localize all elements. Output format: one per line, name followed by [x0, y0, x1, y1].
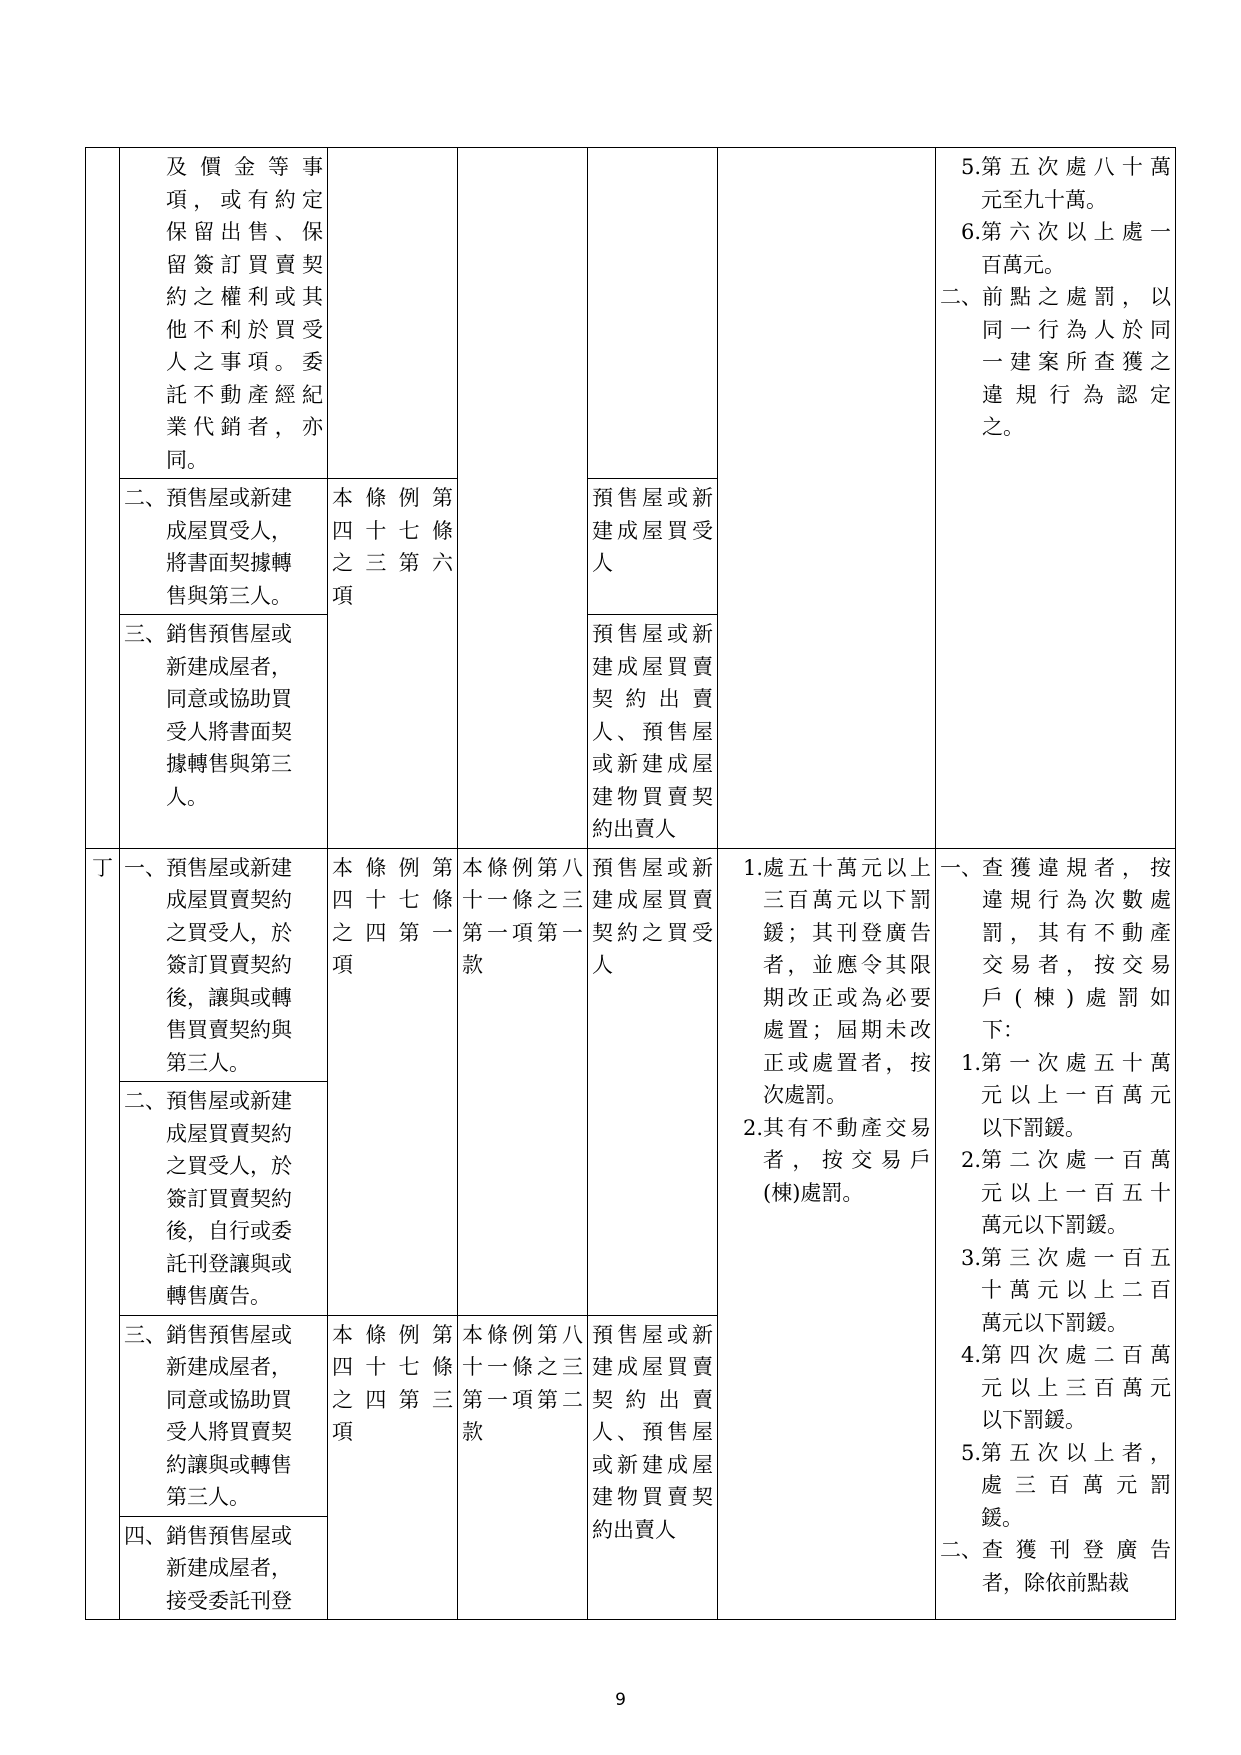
penalty-amount-cell [718, 848, 936, 1620]
text-line: 一建案所查獲之 [982, 350, 1171, 374]
penalty-law-cell [458, 848, 588, 1315]
text-line: 第三次處一百五 [981, 1245, 1171, 1270]
penalty-subject-cell [588, 148, 718, 479]
text-line: 第一項第二 [462, 1387, 583, 1412]
text-line: 項，或有約定 [166, 187, 323, 212]
list-item [940, 1242, 1171, 1340]
text-line: 以下罰鍰。 [981, 1408, 1087, 1432]
list-item [940, 1437, 1171, 1535]
item-text [981, 216, 1171, 281]
text-line: 四十七條 [332, 1355, 453, 1379]
table-row [86, 848, 1176, 1082]
text-line: 預售屋或新 [592, 486, 713, 510]
text-line: 成屋買賣契約 [166, 1121, 292, 1146]
text-line: 成屋買受人， [166, 518, 292, 543]
text-line: 第二次處一百萬 [981, 1148, 1171, 1172]
text-line: 款 [462, 953, 483, 977]
text-line: 據轉售與第三 [166, 752, 292, 776]
text-line: 本條例第八 [462, 855, 583, 880]
item-text [763, 852, 931, 1112]
text-line: 人、預售屋 [592, 1420, 713, 1444]
text-line: 鍰。 [981, 1505, 1024, 1530]
item-text [981, 1144, 1171, 1242]
text-line: 鍰；其刊登廣告 [763, 920, 931, 945]
violation-basis-text [332, 1319, 453, 1449]
violation-item-text [124, 151, 323, 476]
item-text [982, 281, 1171, 444]
penalty-law-text [462, 1319, 583, 1449]
text-line: 處三百萬元罰 [981, 1473, 1171, 1497]
text-line: 下： [982, 1018, 1024, 1042]
item-number: 3. [961, 1245, 982, 1270]
text-line: 本條例第 [332, 486, 453, 510]
section-label: 丁 [92, 855, 113, 880]
text-line: 後，讓與或轉 [166, 985, 292, 1010]
text-line: 第一項第一 [462, 920, 583, 945]
list-item [940, 216, 1171, 281]
penalty-subject-text [592, 852, 713, 982]
text-line: 罰，其有不動產 [982, 920, 1171, 945]
violation-item-cell [120, 479, 328, 615]
text-line: 第六次以上處一 [981, 220, 1171, 244]
text-line: 第一次處五十萬 [981, 1050, 1171, 1075]
violation-basis-cell [328, 1315, 458, 1620]
text-line: 同。 [166, 447, 208, 472]
text-line: 人。 [166, 784, 208, 809]
penalty-subject-text [592, 1319, 713, 1547]
item-number: 二、 [940, 1538, 982, 1562]
list-item [722, 852, 931, 1112]
violation-basis-cell [328, 148, 458, 479]
penalty-law-text [462, 852, 583, 982]
text-line: 新建成屋者， [166, 1355, 292, 1379]
penalty-standard-cell [936, 848, 1176, 1620]
text-line: 者，並應令其限 [763, 953, 931, 977]
text-line: 預售屋或新 [592, 855, 713, 880]
text-line: 元以上一百五十 [981, 1180, 1171, 1205]
table-row [86, 148, 1176, 479]
text-line: 契約出賣 [592, 1387, 713, 1412]
text-line: 建物買賣契 [592, 1485, 713, 1509]
page-number: 9 [615, 1690, 626, 1710]
violation-item-cell [120, 1315, 328, 1516]
text-line: 建成屋買賣 [592, 654, 713, 679]
penalty-subject-cell [588, 615, 718, 849]
text-line: 託不動產經紀 [166, 382, 323, 407]
text-line: 人 [592, 551, 613, 575]
text-line: 保留出售、保 [166, 220, 323, 244]
text-line: 前點之處罰，以 [982, 285, 1171, 309]
item-number: 二、 [124, 486, 166, 510]
item-number: 三、 [124, 1322, 166, 1347]
item-number: 二、 [124, 1089, 166, 1113]
text-line: 項 [332, 953, 353, 977]
text-line: 預售屋或新建 [166, 486, 292, 510]
text-line: 售買賣契約與 [166, 1018, 292, 1042]
list-item [940, 1144, 1171, 1242]
text-line: 後，自行或委 [166, 1219, 292, 1243]
text-line: 人之事項。委 [166, 350, 323, 374]
text-line: 第三人。 [166, 1050, 250, 1075]
text-line: 元以上三百萬元 [981, 1375, 1171, 1400]
item-text [981, 1437, 1171, 1535]
text-line: 銷售預售屋或 [166, 1322, 292, 1347]
violation-item-cell [120, 615, 328, 849]
item-text [981, 151, 1171, 216]
text-line: 成屋買賣契約 [166, 888, 292, 912]
regulation-table [85, 147, 1176, 1620]
item-text [981, 1242, 1171, 1340]
text-line: 以下罰鍰。 [981, 1115, 1087, 1140]
violation-item-cell [120, 1082, 328, 1316]
item-text [763, 1112, 931, 1210]
section-cell [86, 148, 120, 849]
item-number: 5. [961, 1440, 982, 1465]
text-line: 託刊登讓與或 [166, 1251, 292, 1276]
text-line: 期改正或為必要 [763, 985, 931, 1010]
text-line: 其有不動產交易 [763, 1115, 931, 1140]
penalty-subject-cell [588, 848, 718, 1315]
text-line: 項 [332, 1420, 353, 1444]
text-line: 或新建成屋 [592, 752, 713, 776]
violation-item-text [166, 1319, 292, 1514]
text-line: 違規行為次數處 [982, 888, 1171, 912]
text-line: 留簽訂買賣契 [166, 252, 323, 277]
text-line: 十一條之三 [462, 1355, 583, 1379]
violation-item-cell [120, 1516, 328, 1620]
text-line: 之。 [982, 415, 1024, 439]
item-number: 2. [961, 1148, 982, 1172]
text-line: 者，除依前點裁 [982, 1570, 1129, 1595]
text-line: 元至九十萬。 [981, 187, 1108, 212]
item-text [982, 1534, 1171, 1599]
penalty-subject-text [592, 618, 713, 846]
violation-item-text [166, 852, 292, 1080]
violation-item-text [166, 1085, 292, 1313]
text-line: 查獲刊登廣告 [982, 1538, 1171, 1562]
text-line: 項 [332, 583, 353, 608]
list-item [940, 1339, 1171, 1437]
item-number: 4. [961, 1343, 982, 1367]
text-line: 預售屋或新建 [166, 855, 292, 880]
penalty-law-cell [458, 148, 588, 849]
violation-basis-cell [328, 848, 458, 1315]
violation-item-text [166, 482, 292, 612]
text-line: 萬元以下罰鍰。 [981, 1310, 1129, 1335]
violation-basis-text [332, 482, 453, 612]
text-line: 處五十萬元以上 [763, 855, 931, 880]
penalty-law-cell [458, 1315, 588, 1620]
text-line: 或新建成屋 [592, 1452, 713, 1477]
text-line: 預售屋或新 [592, 1322, 713, 1347]
text-line: 約出賣人 [592, 1517, 676, 1542]
section-cell [86, 848, 120, 1620]
violation-item-text [166, 618, 292, 813]
text-line: 之四第一 [332, 920, 453, 945]
penalty-standard-list [940, 852, 1171, 1600]
text-line: 契約出賣 [592, 687, 713, 711]
text-line: 元以上一百萬元 [981, 1083, 1171, 1107]
penalty-amount-cell [718, 148, 936, 849]
item-number: 1. [743, 855, 764, 880]
text-line: 十萬元以上二百 [981, 1278, 1171, 1302]
penalty-amount-list [722, 852, 931, 1210]
text-line: 三百萬元以下罰 [763, 888, 931, 912]
text-line: 萬元以下罰鍰。 [981, 1213, 1129, 1237]
list-item [940, 1047, 1171, 1145]
penalty-subject-cell [588, 479, 718, 615]
item-number: 1. [961, 1050, 982, 1075]
text-line: 同意或協助買 [166, 687, 292, 711]
list-item [940, 1534, 1171, 1599]
text-line: 同一行為人於同 [982, 317, 1171, 342]
text-line: 轉售廣告。 [166, 1284, 271, 1308]
text-line: 處置；屆期未改 [763, 1018, 931, 1042]
item-number: 2. [743, 1115, 764, 1140]
text-line: 四十七條 [332, 888, 453, 912]
text-line: 受人將書面契 [166, 719, 292, 744]
text-line: 建成屋買受 [592, 518, 713, 543]
text-line: 他不利於買受 [166, 317, 323, 342]
violation-item-cell [120, 848, 328, 1082]
penalty-subject-cell [588, 1315, 718, 1620]
item-number: 一、 [940, 855, 982, 880]
text-line: 人 [592, 953, 613, 977]
text-line: 交易者，按交易 [982, 953, 1171, 977]
text-line: 之買受人，於 [166, 1154, 292, 1178]
text-line: 四十七條 [332, 518, 453, 543]
text-line: 第五次處八十萬 [981, 155, 1171, 179]
penalty-subject-text [592, 482, 713, 580]
text-line: 及價金等事 [166, 155, 323, 179]
text-line: 建成屋買賣 [592, 1355, 713, 1379]
text-line: 售與第三人。 [166, 583, 292, 608]
text-line: 正或處置者，按 [763, 1050, 931, 1075]
text-line: 建物買賣契 [592, 784, 713, 809]
text-line: 受人將買賣契 [166, 1420, 292, 1444]
violation-item-text [166, 1520, 292, 1618]
violation-basis-text [332, 852, 453, 982]
item-number: 二、 [940, 285, 982, 309]
item-number: 三、 [124, 622, 166, 646]
text-line: 約之權利或其 [166, 285, 323, 309]
text-line: 銷售預售屋或 [166, 1523, 292, 1548]
text-line: 次處罰。 [763, 1083, 848, 1107]
text-line: (棟)處罰。 [763, 1180, 864, 1205]
list-item [722, 1112, 931, 1210]
text-line: 本條例第八 [462, 1322, 583, 1347]
text-line: 之買受人，於 [166, 920, 292, 945]
text-line: 人、預售屋 [592, 719, 713, 744]
item-number: 6. [961, 220, 982, 244]
text-line: 銷售預售屋或 [166, 622, 292, 646]
item-text [982, 852, 1171, 1047]
text-line: 違規行為認定 [982, 382, 1171, 407]
text-line: 本條例第 [332, 855, 453, 880]
violation-item-cell [120, 148, 328, 479]
text-line: 契約之買受 [592, 920, 713, 945]
text-line: 新建成屋者， [166, 654, 292, 679]
item-text [981, 1339, 1171, 1437]
list-item [940, 852, 1171, 1047]
text-line: 預售屋或新建 [166, 1089, 292, 1113]
text-line: 第三人。 [166, 1485, 250, 1509]
item-text [981, 1047, 1171, 1145]
text-line: 十一條之三 [462, 888, 583, 912]
penalty-standard-list [940, 151, 1171, 444]
text-line: 第五次以上者， [981, 1440, 1171, 1465]
list-item [940, 281, 1171, 444]
text-line: 預售屋或新 [592, 622, 713, 646]
text-line: 戶(棟)處罰如 [982, 985, 1171, 1010]
text-line: 建成屋買賣 [592, 888, 713, 912]
text-line: 本條例第 [332, 1322, 453, 1347]
text-line: 簽訂買賣契約 [166, 1186, 292, 1211]
item-number: 一、 [124, 855, 166, 880]
violation-basis-cell [328, 479, 458, 849]
text-line: 約讓與或轉售 [166, 1452, 292, 1477]
text-line: 接受委託刊登 [166, 1588, 292, 1613]
list-item [940, 151, 1171, 216]
text-line: 將書面契據轉 [166, 551, 292, 575]
text-line: 第四次處二百萬 [981, 1343, 1171, 1367]
text-line: 之四第三 [332, 1387, 453, 1412]
text-line: 同意或協助買 [166, 1387, 292, 1412]
text-line: 簽訂買賣契約 [166, 953, 292, 977]
text-line: 業代銷者，亦 [166, 415, 323, 439]
text-line: 款 [462, 1420, 483, 1444]
item-number: 5. [961, 155, 982, 179]
penalty-standard-cell [936, 148, 1176, 849]
text-line: 約出賣人 [592, 817, 676, 841]
text-line: 查獲違規者，按 [982, 855, 1171, 880]
text-line: 之三第六 [332, 551, 453, 575]
item-number: 四、 [124, 1523, 166, 1548]
text-line: 百萬元。 [981, 252, 1066, 277]
text-line: 者，按交易戶 [763, 1148, 931, 1172]
text-line: 新建成屋者， [166, 1556, 292, 1580]
